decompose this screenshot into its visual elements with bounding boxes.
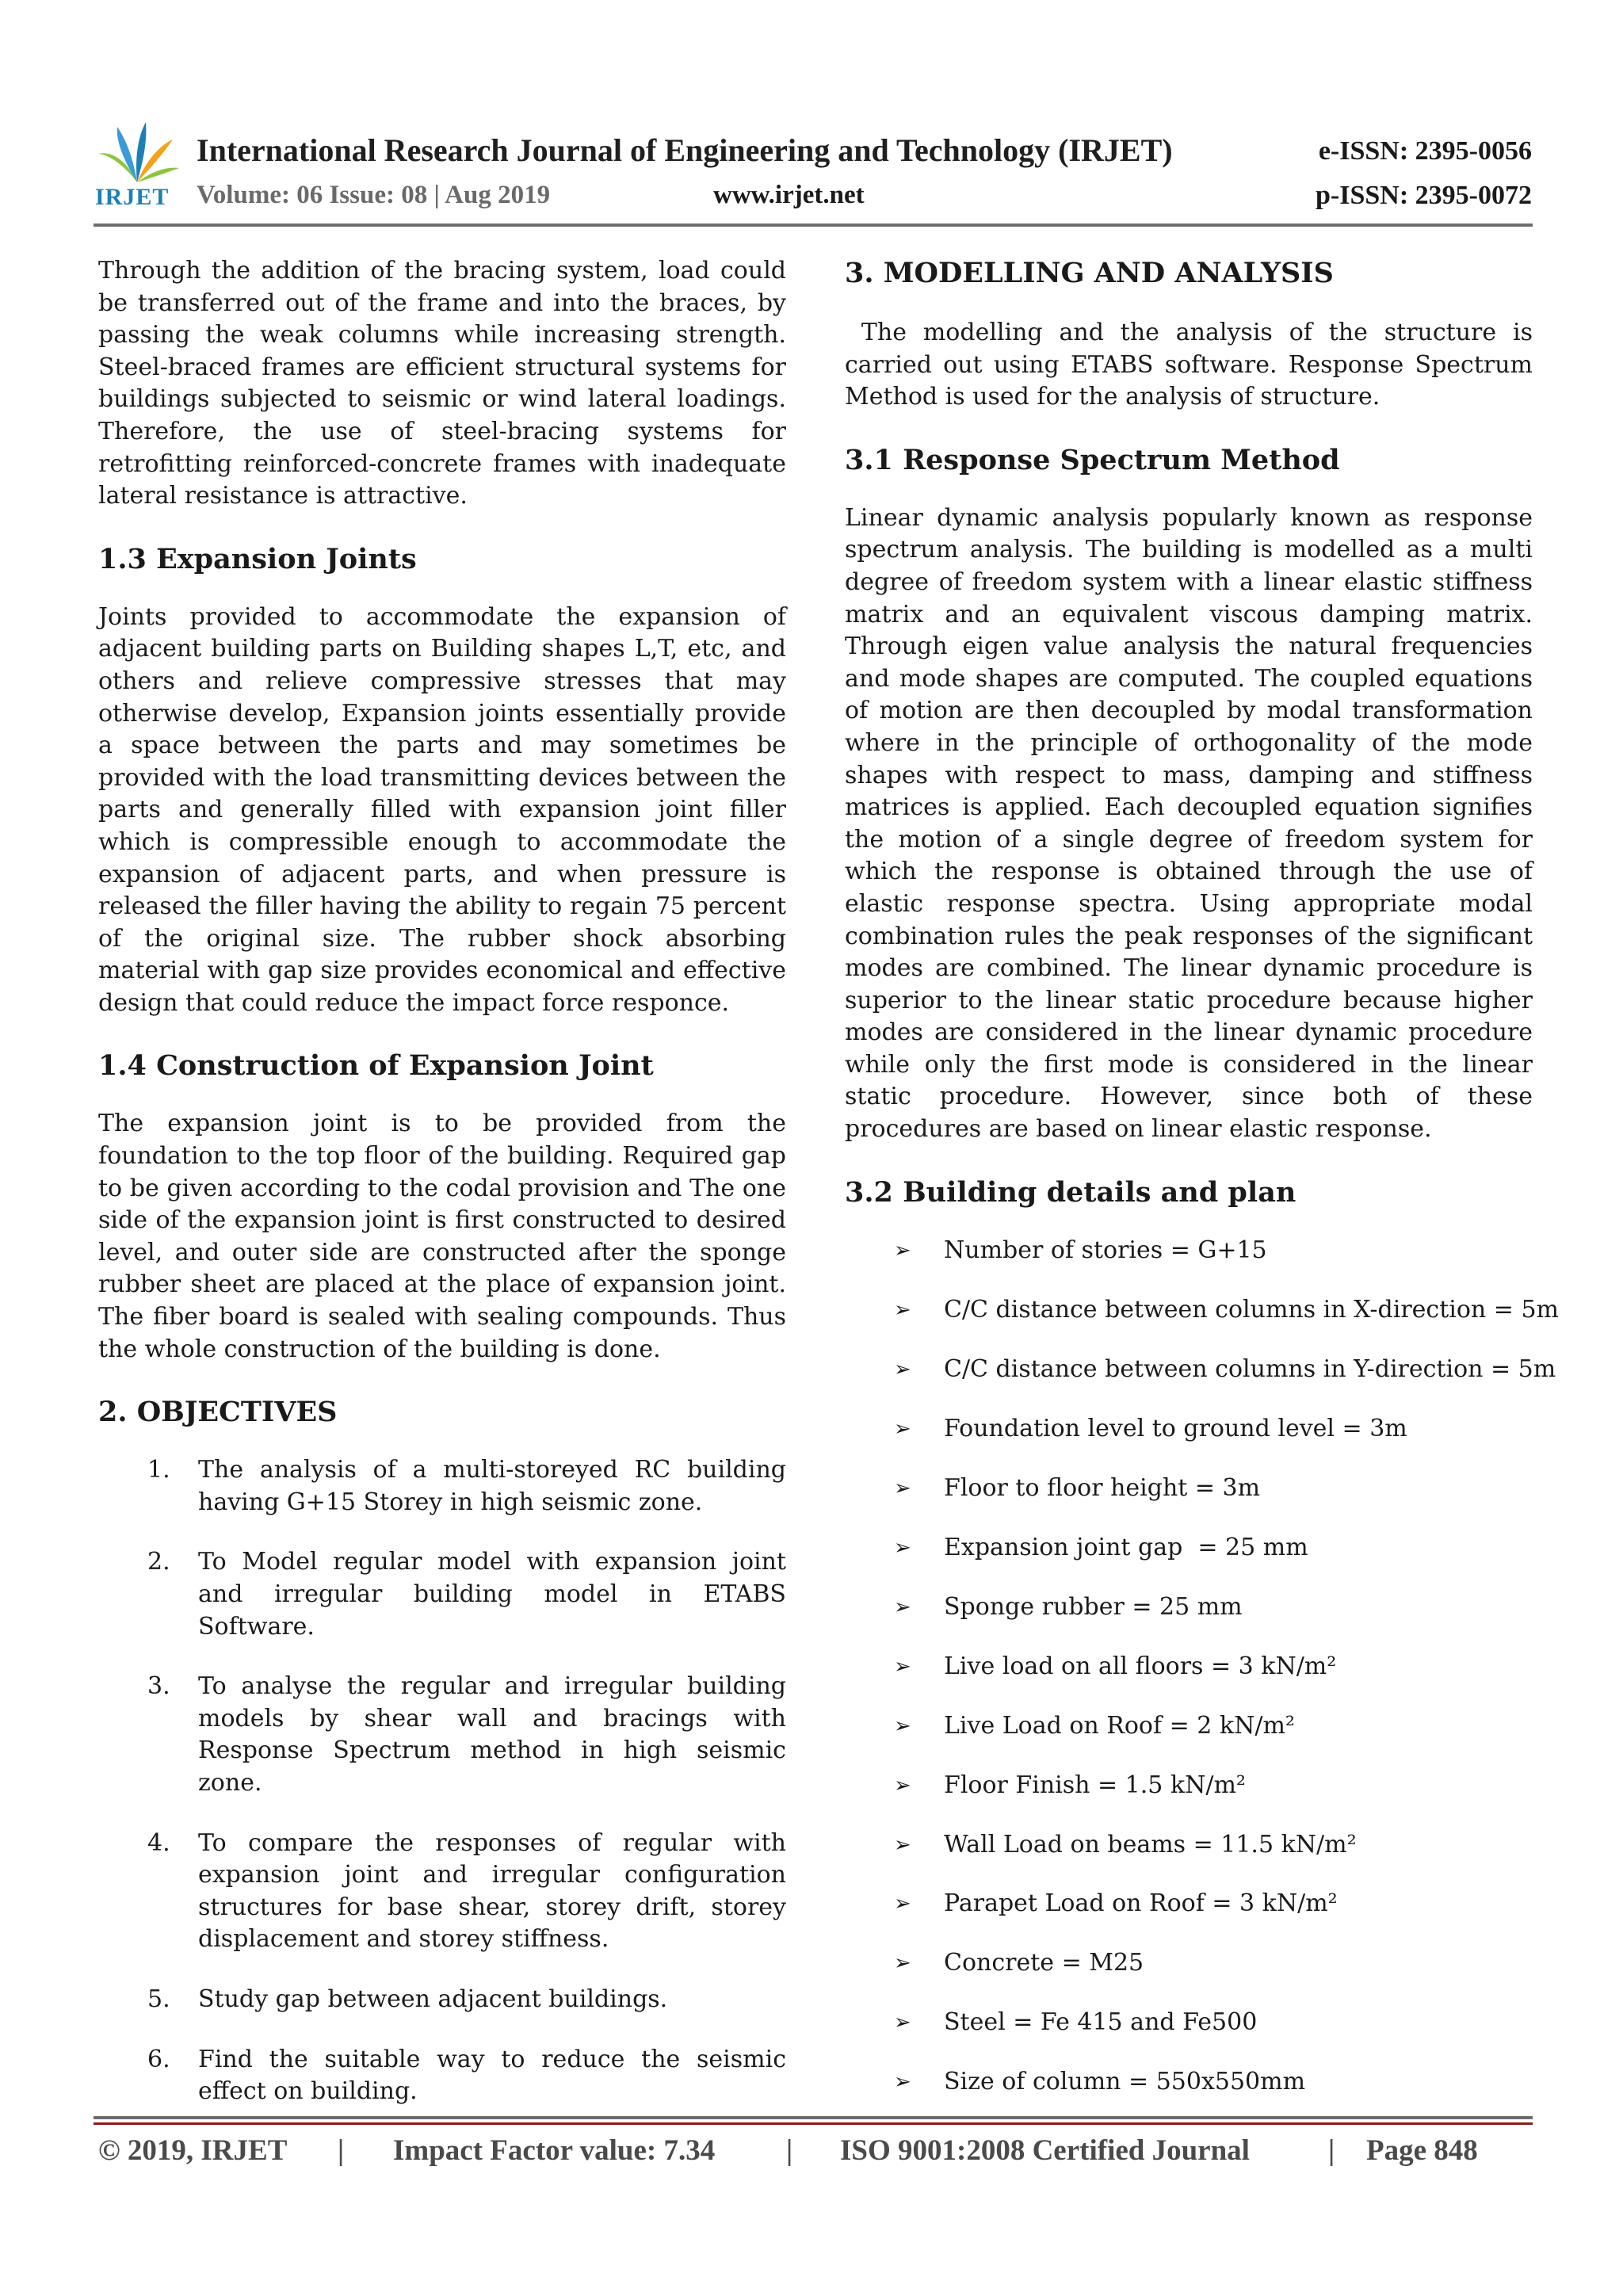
list-item: ➢ Number of stories = G+15 (845, 1235, 1533, 1267)
footer-copyright: © 2019, IRJET (98, 2134, 288, 2167)
list-item: 6. Find the suitable way to reduce the seismic effect on building. (147, 2045, 786, 2106)
list-item: ➢ Floor to floor height = 3m (845, 1473, 1533, 1505)
arrow-bullet-icon: ➢ (894, 1595, 911, 1619)
arrow-bullet-icon: ➢ (894, 1297, 911, 1322)
objectives-list (98, 1454, 786, 2108)
right-column (845, 255, 1559, 2126)
arrow-bullet-icon: ➢ (894, 2011, 911, 2035)
list-item: ➢ Wall Load on beams = 11.5 kN/m² (845, 1829, 1533, 1862)
list-item: ➢ Size of column = 550x550mm (845, 2066, 1533, 2099)
arrow-bullet-icon: ➢ (894, 1654, 911, 1679)
left-column (98, 255, 786, 2136)
footer-separator: | (338, 2134, 345, 2167)
list-item: ➢ Live Load on Roof = 2 kN/m² (845, 1710, 1533, 1743)
list-item: ➢ Concrete = M25 (845, 1947, 1533, 1980)
list-item: ➢ Steel = Fe 415 and Fe500 (845, 2007, 1533, 2039)
section-heading: 1.4 Construction of Expansion Joint (98, 1049, 654, 1083)
building-details-list (845, 1235, 1559, 2099)
expansion-joints-paragraph: Joints provided to accommodate the expansion of adjacent building parts on Building shapes L,T, etc, and others and relieve compressive stresses that may otherwise develop, Expansion joints essentially provide a space between the parts and may sometimes be provided with the load transmitting devices between the parts and generally filled with expansion joint filler which is compressible enough to accommodate the expansion of adjacent parts, and when pressure is released the filler having the ability to regain 75 percent of the original size. The rubber shock absorbing material with gap size provides economical and effective design that could reduce the impact force responce. (98, 602, 786, 1017)
section-heading: 3.1 Response Spectrum Method (845, 443, 1340, 476)
footer-separator: | (786, 2134, 793, 2167)
arrow-bullet-icon: ➢ (894, 2070, 911, 2095)
list-item: ➢ Expansion joint gap = 25 mm (845, 1532, 1533, 1564)
header-divider (94, 223, 1533, 227)
arrow-bullet-icon: ➢ (894, 1892, 911, 1916)
arrow-bullet-icon: ➢ (894, 1535, 911, 1560)
section-heading: 1.3 Expansion Joints (98, 542, 417, 575)
journal-website-link[interactable]: www.irjet.net (713, 181, 865, 209)
list-item: ➢ Floor Finish = 1.5 kN/m² (845, 1770, 1533, 1802)
arrow-bullet-icon: ➢ (894, 1773, 911, 1797)
volume-issue: Volume: 06 Issue: 08 | Aug 2019 (197, 181, 551, 209)
response-spectrum-paragraph: Linear dynamic analysis popularly known as response spectrum analysis. The building is modelled as a multi degree of freedom system with a linear elastic stiffness matrix and an equivalent viscous damping matrix. Through eigen value analysis the natural frequencies and mode shapes are computed. The coupled equations of motion are then decoupled by modal transformation where in the principle of orthogonality of the mode shapes with respect to mass, damping and stiffness matrices is applied. Each decoupled equation signifies the motion of a single degree of freedom system for which the response is obtained through the use of elastic response spectra. Using appropriate modal combination rules the peak responses of the significant modes are combined. The linear dynamic procedure is superior to the linear static procedure because higher modes are considered in the linear dynamic procedure while only the first mode is considered in the linear static procedure. However, since both of these procedures are based on linear elastic response. (845, 503, 1533, 1144)
e-issn: e-ISSN: 2395-0056 (1318, 136, 1532, 166)
journal-title: International Research Journal of Engineering and Technology (IRJET) (197, 132, 1173, 168)
footer-separator: | (1328, 2134, 1335, 2167)
footer-divider (94, 2116, 1533, 2119)
section-heading: 2. OBJECTIVES (98, 1396, 338, 1429)
list-item: 1. The analysis of a multi-storeyed RC building having G+15 Storey in high seismic zone. (147, 1456, 786, 1516)
section-heading: 3.2 Building details and plan (845, 1175, 1296, 1209)
irjet-logo (94, 119, 181, 208)
modelling-paragraph: The modelling and the analysis of the structure is carried out using ETABS software. Response Spectrum Method is used for the analysis of structure. (845, 319, 1541, 411)
list-item: ➢ Parapet Load on Roof = 3 kN/m² (845, 1888, 1533, 1920)
arrow-bullet-icon: ➢ (894, 1713, 911, 1738)
arrow-bullet-icon: ➢ (894, 1416, 911, 1441)
intro-paragraph: Through the addition of the bracing system, load could be transferred out of the frame and into the braces, by passing the weak columns while increasing strength. Steel-braced frames are efficient structural systems for buildings subjected to seismic or wind lateral loadings. Therefore, the use of steel-bracing systems for retrofitting reinforced-concrete frames with inadequate lateral resistance is attractive. (98, 257, 786, 510)
list-item: 2. To Model regular model with expansion joint and irregular building model in ETABS Software. (147, 1548, 786, 1641)
list-item: ➢ Live load on all floors = 3 kN/m² (845, 1651, 1533, 1683)
list-item: ➢ C/C distance between columns in X-direction = 5m (845, 1294, 1533, 1327)
section-heading: 3. MODELLING AND ANALYSIS (845, 257, 1334, 289)
arrow-bullet-icon: ➢ (894, 1238, 911, 1263)
arrow-bullet-icon: ➢ (894, 1951, 911, 1976)
footer-impact-factor: Impact Factor value: 7.34 (393, 2134, 716, 2167)
logo-text: IRJET (95, 184, 170, 210)
page-header (0, 0, 1623, 238)
irjet-logo-icon (94, 119, 181, 185)
construction-paragraph: The expansion joint is to be provided from the foundation to the top floor of the building. Required gap to be given according to the codal provision and The one side of the expansion joint is first constructed to desired level, and outer side are constructed after the sponge rubber sheet are placed at the place of expansion joint. The fiber board is sealed with sealing compounds. Thus the whole construction of the building is done. (98, 1110, 786, 1363)
list-item: ➢ Foundation level to ground level = 3m (845, 1413, 1533, 1446)
arrow-bullet-icon: ➢ (894, 1357, 911, 1381)
page-number: Page 848 (1366, 2134, 1478, 2167)
list-item: 3. To analyse the regular and irregular building models by shear wall and bracings with Response Spectrum method in high seismic zone. (147, 1672, 786, 1797)
p-issn: p-ISSN: 2395-0072 (1316, 181, 1532, 210)
footer-iso: ISO 9001:2008 Certified Journal (840, 2134, 1250, 2167)
list-item: ➢ C/C distance between columns in Y-direction = 5m (845, 1354, 1533, 1386)
list-item: 5. Study gap between adjacent buildings. (147, 1985, 668, 2013)
arrow-bullet-icon: ➢ (894, 1832, 911, 1857)
footer-divider-accent (94, 2122, 1533, 2125)
list-item: ➢ Sponge rubber = 25 mm (845, 1591, 1533, 1624)
arrow-bullet-icon: ➢ (894, 1476, 911, 1500)
list-item: 4. To compare the responses of regular with expansion joint and irregular configuration structures for base shear, storey drift, storey displacement and storey stiffness. (147, 1828, 786, 1954)
